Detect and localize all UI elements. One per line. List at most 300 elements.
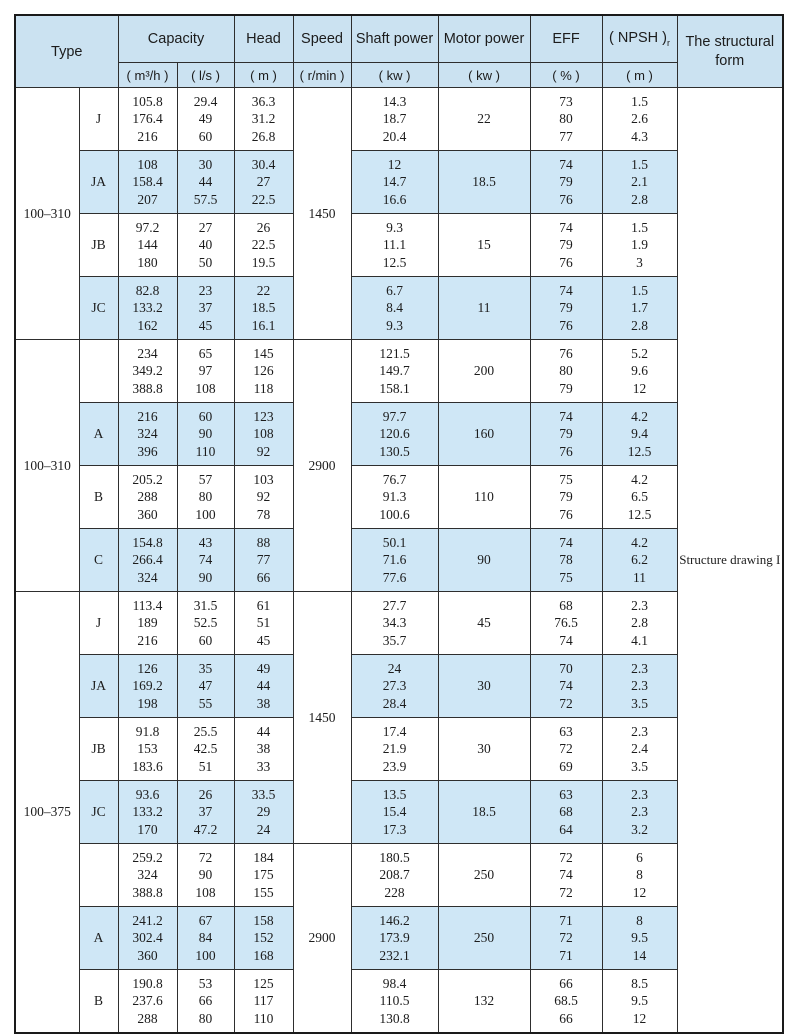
value-line: 9.5 (631, 993, 648, 1009)
table-row (15, 655, 783, 718)
value-line: 8.4 (386, 300, 403, 316)
value-line: 2.3 (631, 786, 648, 802)
motor-power-cell: 30 (438, 718, 530, 781)
value-line: 105.8 (132, 93, 163, 109)
subtype-cell: B (79, 466, 118, 529)
value-line: 72 (559, 741, 573, 757)
capacity-ls-cell (177, 781, 234, 844)
eff-cell (530, 88, 602, 151)
value-line: 8 (636, 912, 643, 928)
value-line: 396 (137, 443, 158, 459)
value-line: 3 (636, 254, 643, 270)
table-row (15, 151, 783, 214)
value-line: 53 (198, 975, 213, 991)
value-line: 12.5 (627, 506, 652, 522)
value-line: 125 (253, 975, 274, 991)
table-row (15, 88, 783, 151)
value-line: 60 (198, 128, 213, 144)
value-line: 17.4 (382, 723, 407, 739)
capacity-m3h-cell (118, 781, 177, 844)
value-line: 5.2 (631, 345, 648, 361)
value-line: 216 (137, 632, 158, 648)
value-line: 11 (633, 569, 647, 585)
value-line: 16.6 (382, 191, 407, 207)
capacity-ls-cell (177, 844, 234, 907)
head-cell (234, 718, 293, 781)
value-line: 82.8 (135, 282, 160, 298)
shaft-power-cell (351, 403, 438, 466)
value-line: 73 (559, 93, 573, 109)
npsh-cell (602, 655, 677, 718)
table-row (15, 277, 783, 340)
eff-cell (530, 907, 602, 970)
value-line: 176.4 (132, 111, 163, 127)
value-line: 360 (137, 947, 158, 963)
value-line: 216 (137, 408, 158, 424)
value-line: 33.5 (251, 786, 276, 802)
value-line: 26 (256, 219, 271, 235)
value-line: 4.2 (631, 408, 648, 424)
motor-power-cell: 132 (438, 970, 530, 1034)
value-line: 234 (137, 345, 158, 361)
value-line: 74 (559, 219, 573, 235)
value-line: 25.5 (193, 723, 218, 739)
table-row (15, 403, 783, 466)
value-line: 302.4 (132, 930, 163, 946)
value-line: 37 (198, 804, 213, 820)
value-line: 22.5 (251, 237, 276, 253)
header-capacity-m3h-unit: ( m³/h ) (118, 63, 177, 88)
value-line: 117 (253, 993, 274, 1009)
value-line: 76.5 (554, 615, 578, 631)
capacity-m3h-cell (118, 340, 177, 403)
head-cell (234, 277, 293, 340)
value-line: 78 (559, 552, 573, 568)
header-motor-power-unit: ( kw ) (438, 63, 530, 88)
subtype-cell: B (79, 970, 118, 1034)
value-line: 154.8 (132, 534, 163, 550)
capacity-m3h-cell (118, 277, 177, 340)
value-line: 13.5 (382, 786, 407, 802)
value-line: 76.7 (382, 471, 407, 487)
capacity-ls-cell (177, 907, 234, 970)
value-line: 2.3 (631, 660, 648, 676)
value-line: 288 (137, 1010, 158, 1026)
value-line: 80 (559, 363, 573, 379)
value-line: 76 (559, 506, 573, 522)
value-line: 18.5 (251, 300, 276, 316)
capacity-ls-cell (177, 592, 234, 655)
eff-cell (530, 277, 602, 340)
value-line: 121.5 (379, 345, 410, 361)
capacity-m3h-cell (118, 466, 177, 529)
value-line: 2.6 (631, 111, 648, 127)
value-line: 158.4 (132, 174, 163, 190)
value-line: 78 (256, 506, 271, 522)
header-speed-unit: ( r/min ) (293, 63, 351, 88)
value-line: 72 (559, 849, 573, 865)
value-line: 208.7 (379, 867, 410, 883)
value-line: 38 (256, 695, 271, 711)
capacity-ls-cell (177, 718, 234, 781)
value-line: 43 (198, 534, 213, 550)
header-npsh-text: ( NPSH ) (609, 30, 668, 47)
value-line: 183.6 (132, 758, 163, 774)
capacity-m3h-cell (118, 88, 177, 151)
value-line: 79 (559, 174, 573, 190)
npsh-cell (602, 88, 677, 151)
value-line: 50.1 (382, 534, 407, 550)
value-line: 38 (256, 741, 271, 757)
value-line: 108 (253, 426, 274, 442)
shaft-power-cell (351, 781, 438, 844)
value-line: 3.2 (631, 821, 648, 837)
value-line: 76 (559, 317, 573, 333)
value-line: 91.8 (135, 723, 160, 739)
value-line: 90 (198, 426, 213, 442)
value-line: 2.8 (631, 191, 648, 207)
value-line: 71.6 (382, 552, 407, 568)
value-line: 4.1 (631, 632, 648, 648)
value-line: 72 (559, 930, 573, 946)
value-line: 2.4 (631, 741, 648, 757)
motor-power-cell: 110 (438, 466, 530, 529)
value-line: 97 (198, 363, 213, 379)
value-line: 12 (387, 156, 402, 172)
header-npsh-unit: ( m ) (602, 63, 677, 88)
value-line: 1.5 (631, 282, 648, 298)
npsh-cell (602, 403, 677, 466)
value-line: 79 (559, 237, 573, 253)
value-line: 113.4 (132, 597, 163, 613)
value-line: 14.3 (382, 93, 407, 109)
header-capacity-ls-unit: ( l/s ) (177, 63, 234, 88)
value-line: 72 (198, 849, 213, 865)
value-line: 66 (256, 569, 271, 585)
pump-spec-table (14, 14, 784, 1034)
value-line: 9.4 (631, 426, 648, 442)
npsh-cell (602, 340, 677, 403)
table-row (15, 907, 783, 970)
subtype-cell: A (79, 907, 118, 970)
value-line: 68 (559, 597, 573, 613)
eff-cell (530, 529, 602, 592)
value-line: 388.8 (132, 884, 163, 900)
capacity-ls-cell (177, 403, 234, 466)
value-line: 51 (256, 615, 271, 631)
value-line: 130.8 (379, 1010, 410, 1026)
eff-cell (530, 592, 602, 655)
value-line: 180 (137, 254, 158, 270)
value-line: 74 (559, 534, 573, 550)
header-motor-power: Motor power (438, 15, 530, 63)
value-line: 130.5 (379, 443, 410, 459)
motor-power-cell: 15 (438, 214, 530, 277)
capacity-m3h-cell (118, 970, 177, 1034)
shaft-power-cell (351, 151, 438, 214)
eff-cell (530, 970, 602, 1034)
eff-cell (530, 844, 602, 907)
head-cell (234, 655, 293, 718)
value-line: 71 (559, 947, 573, 963)
value-line: 12 (632, 884, 647, 900)
value-line: 100.6 (379, 506, 410, 522)
head-cell (234, 970, 293, 1034)
value-line: 1.7 (631, 300, 648, 316)
subtype-cell: JC (79, 781, 118, 844)
value-line: 98.4 (382, 975, 407, 991)
npsh-cell (602, 529, 677, 592)
head-cell (234, 529, 293, 592)
value-line: 76 (559, 191, 573, 207)
value-line: 35.7 (382, 632, 407, 648)
value-line: 65 (198, 345, 213, 361)
value-line: 30.4 (251, 156, 276, 172)
header-eff-unit: ( % ) (530, 63, 602, 88)
value-line: 35 (198, 660, 213, 676)
value-line: 74 (559, 408, 573, 424)
value-line: 61 (256, 597, 271, 613)
value-line: 75 (559, 569, 573, 585)
header-eff: EFF (530, 15, 602, 63)
value-line: 37 (198, 300, 213, 316)
capacity-m3h-cell (118, 214, 177, 277)
value-line: 27 (256, 174, 271, 190)
value-line: 2.1 (631, 174, 648, 190)
value-line: 66 (559, 1010, 573, 1026)
value-line: 44 (256, 723, 271, 739)
value-line: 168 (253, 947, 274, 963)
subtype-cell: J (79, 88, 118, 151)
value-line: 1.5 (631, 156, 648, 172)
value-line: 27 (198, 219, 213, 235)
value-line: 237.6 (132, 993, 163, 1009)
table-row (15, 844, 783, 907)
value-line: 14 (632, 947, 647, 963)
value-line: 23 (198, 282, 213, 298)
head-cell (234, 403, 293, 466)
value-line: 12 (632, 380, 647, 396)
value-line: 92 (256, 489, 271, 505)
value-line: 288 (137, 489, 158, 505)
npsh-cell (602, 466, 677, 529)
head-cell (234, 88, 293, 151)
head-cell (234, 340, 293, 403)
motor-power-cell: 18.5 (438, 781, 530, 844)
value-line: 6.7 (386, 282, 403, 298)
value-line: 60 (198, 408, 213, 424)
table-row (15, 340, 783, 403)
value-line: 80 (198, 489, 213, 505)
value-line: 88 (256, 534, 271, 550)
header-npsh-subscript: r (667, 37, 671, 48)
value-line: 80 (198, 1010, 213, 1026)
value-line: 12 (632, 1010, 647, 1026)
value-line: 152 (253, 930, 274, 946)
value-line: 49 (256, 660, 271, 676)
value-line: 2.8 (631, 615, 648, 631)
value-line: 162 (137, 317, 158, 333)
value-line: 198 (137, 695, 158, 711)
value-line: 23.9 (382, 758, 407, 774)
head-cell (234, 844, 293, 907)
value-line: 26.8 (251, 128, 276, 144)
npsh-cell (602, 907, 677, 970)
value-line: 44 (198, 174, 213, 190)
value-line: 3.5 (631, 758, 648, 774)
value-line: 120.6 (379, 426, 410, 442)
value-line: 205.2 (132, 471, 163, 487)
subtype-cell: JA (79, 655, 118, 718)
value-line: 71 (559, 912, 573, 928)
subtype-cell: JA (79, 151, 118, 214)
table-row (15, 718, 783, 781)
value-line: 2.3 (631, 804, 648, 820)
npsh-cell (602, 151, 677, 214)
value-line: 228 (384, 884, 405, 900)
value-line: 28.4 (382, 695, 407, 711)
subtype-cell: J (79, 592, 118, 655)
header-row-names (15, 15, 783, 63)
value-line: 79 (559, 300, 573, 316)
shaft-power-cell (351, 592, 438, 655)
value-line: 76 (559, 254, 573, 270)
value-line: 34.3 (382, 615, 407, 631)
value-line: 47 (198, 678, 213, 694)
head-cell (234, 592, 293, 655)
value-line: 90 (198, 569, 213, 585)
table-row (15, 970, 783, 1034)
value-line: 51 (198, 758, 213, 774)
value-line: 110.5 (379, 993, 410, 1009)
value-line: 108 (137, 156, 158, 172)
value-line: 27.7 (382, 597, 407, 613)
value-line: 21.9 (382, 741, 407, 757)
subtype-cell: JB (79, 214, 118, 277)
value-line: 126 (253, 363, 274, 379)
capacity-m3h-cell (118, 907, 177, 970)
value-line: 69 (559, 758, 573, 774)
value-line: 146.2 (379, 912, 410, 928)
capacity-ls-cell (177, 466, 234, 529)
value-line: 31.5 (193, 597, 218, 613)
npsh-cell (602, 214, 677, 277)
table-row (15, 466, 783, 529)
capacity-m3h-cell (118, 403, 177, 466)
value-line: 72 (559, 695, 573, 711)
capacity-ls-cell (177, 970, 234, 1034)
value-line: 123 (253, 408, 274, 424)
value-line: 170 (137, 821, 158, 837)
value-line: 1.9 (631, 237, 648, 253)
motor-power-cell: 11 (438, 277, 530, 340)
value-line: 4.2 (631, 534, 648, 550)
value-line: 42.5 (193, 741, 218, 757)
motor-power-cell: 45 (438, 592, 530, 655)
type-cell: 100–310 (15, 340, 79, 592)
value-line: 18.7 (382, 111, 407, 127)
value-line: 324 (137, 426, 158, 442)
value-line: 50 (198, 254, 213, 270)
value-line: 12.5 (627, 443, 652, 459)
shaft-power-cell (351, 907, 438, 970)
head-cell (234, 214, 293, 277)
subtype-cell: JC (79, 277, 118, 340)
value-line: 158 (253, 912, 274, 928)
value-line: 155 (253, 884, 274, 900)
npsh-cell (602, 844, 677, 907)
value-line: 110 (195, 443, 216, 459)
value-line: 108 (195, 380, 216, 396)
value-line: 14.7 (382, 174, 407, 190)
value-line: 12.5 (382, 254, 407, 270)
value-line: 97.2 (135, 219, 160, 235)
subtype-cell: JB (79, 718, 118, 781)
value-line: 29 (256, 804, 271, 820)
value-line: 68.5 (554, 993, 578, 1009)
value-line: 15.4 (382, 804, 407, 820)
value-line: 77 (256, 552, 271, 568)
value-line: 2.3 (631, 678, 648, 694)
value-line: 66 (559, 975, 573, 991)
capacity-ls-cell (177, 88, 234, 151)
value-line: 79 (559, 489, 573, 505)
eff-cell (530, 151, 602, 214)
value-line: 47.2 (193, 821, 218, 837)
head-cell (234, 907, 293, 970)
value-line: 36.3 (251, 93, 276, 109)
value-line: 22.5 (251, 191, 276, 207)
value-line: 189 (137, 615, 158, 631)
value-line: 145 (253, 345, 274, 361)
capacity-m3h-cell (118, 592, 177, 655)
value-line: 110 (253, 1010, 274, 1026)
value-line: 175 (253, 867, 274, 883)
value-line: 216 (137, 128, 158, 144)
value-line: 118 (253, 380, 274, 396)
subtype-cell (79, 340, 118, 403)
value-line: 3.5 (631, 695, 648, 711)
value-line: 1.5 (631, 93, 648, 109)
value-line: 93.6 (135, 786, 160, 802)
shaft-power-cell (351, 718, 438, 781)
shaft-power-cell (351, 466, 438, 529)
shaft-power-cell (351, 88, 438, 151)
npsh-cell (602, 781, 677, 844)
capacity-m3h-cell (118, 655, 177, 718)
value-line: 2.8 (631, 317, 648, 333)
value-line: 77.6 (382, 569, 407, 585)
capacity-ls-cell (177, 214, 234, 277)
header-head-unit: ( m ) (234, 63, 293, 88)
value-line: 6.5 (631, 489, 648, 505)
value-line: 64 (559, 821, 573, 837)
npsh-cell (602, 592, 677, 655)
value-line: 108 (195, 884, 216, 900)
motor-power-cell: 22 (438, 88, 530, 151)
value-line: 17.3 (382, 821, 407, 837)
value-line: 29.4 (193, 93, 218, 109)
value-line: 180.5 (379, 849, 410, 865)
capacity-ls-cell (177, 277, 234, 340)
eff-cell (530, 718, 602, 781)
capacity-m3h-cell (118, 844, 177, 907)
value-line: 241.2 (132, 912, 163, 928)
capacity-ls-cell (177, 151, 234, 214)
capacity-m3h-cell (118, 151, 177, 214)
value-line: 20.4 (382, 128, 407, 144)
value-line: 92 (256, 443, 271, 459)
